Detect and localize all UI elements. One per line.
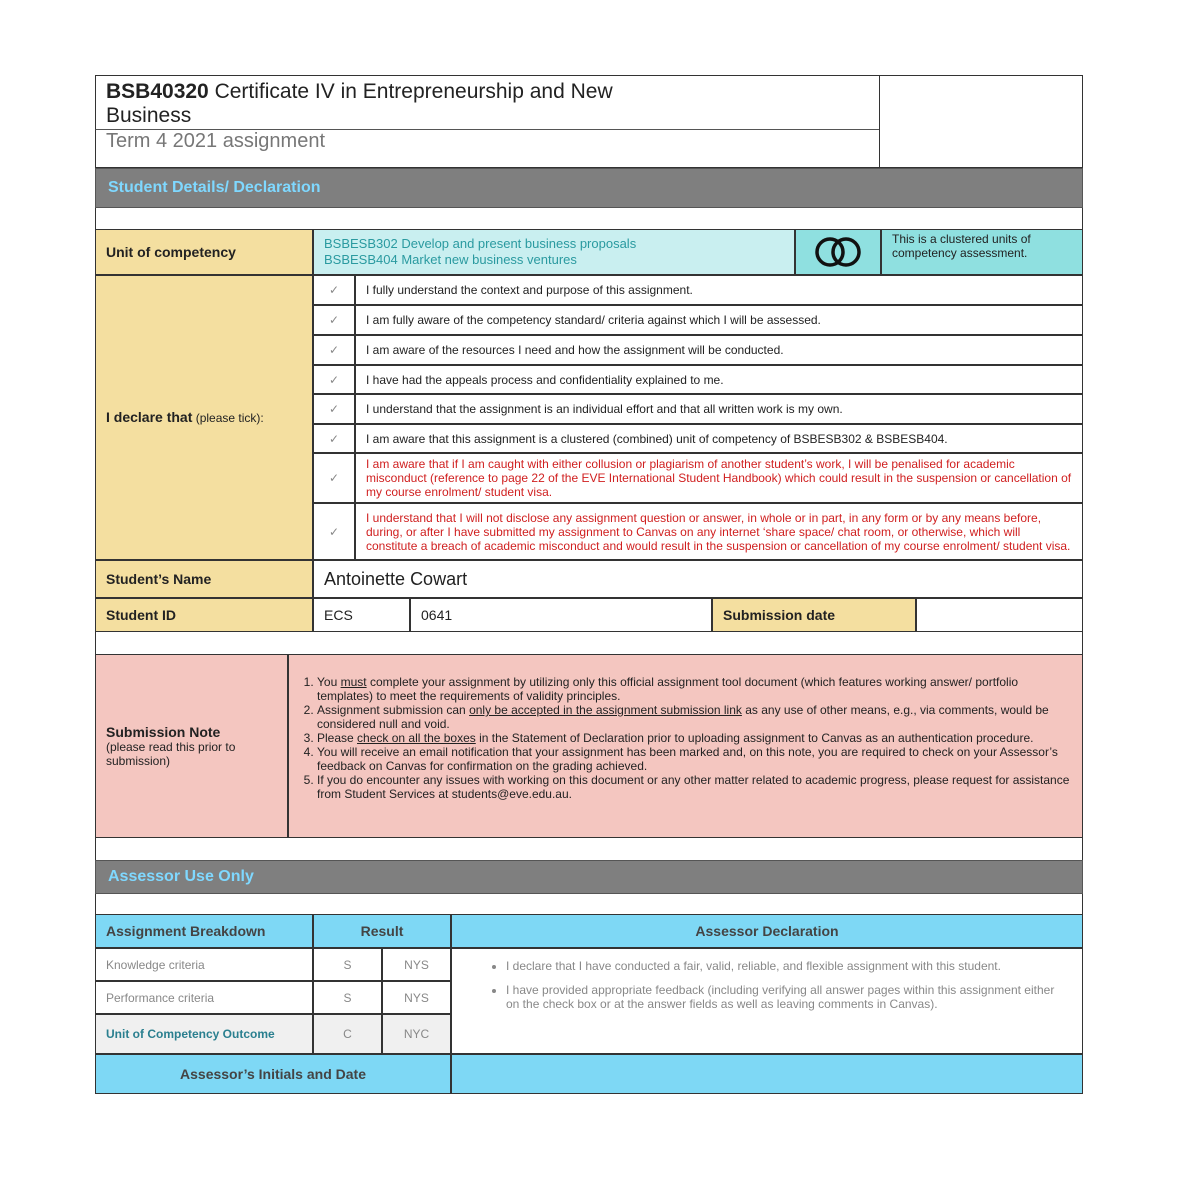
course-title: Certificate IV in Entrepreneurship and New bbox=[208, 80, 613, 103]
student-details-header bbox=[95, 168, 1083, 208]
submission-date-label bbox=[712, 598, 916, 632]
assessor-title: Assessor Use Only bbox=[108, 868, 254, 885]
result-not-yet[interactable]: NYC bbox=[382, 1014, 451, 1054]
spacer bbox=[95, 208, 1083, 230]
declaration-item: I am fully aware of the competency standard/ criteria against which I will be assessed. bbox=[355, 305, 1083, 335]
note-text: If you do encounter any issues with working on this document or any other matter related to academic progress, please request for assistance from Student Services at students@eve.edu.au. bbox=[317, 773, 1070, 801]
submission-note-item bbox=[317, 773, 1072, 801]
result-satisfactory[interactable]: S bbox=[313, 981, 382, 1014]
declaration-item: I have had the appeals process and confidentiality explained to me. bbox=[355, 365, 1083, 394]
tick-checkbox[interactable]: ✓ bbox=[313, 365, 355, 394]
note-text: You will receive an email notification that your assignment has been marked and, on this note, you are required to check on your Assessor’s feedback on Canvas for confirmation on the grading achieved. bbox=[317, 745, 1058, 773]
note-text: Please bbox=[317, 731, 358, 745]
submission-date-field[interactable] bbox=[916, 598, 1083, 632]
note-emphasis: must bbox=[340, 675, 367, 689]
result-not-yet[interactable]: NYS bbox=[382, 981, 451, 1014]
declaration-item: I am aware that if I am caught with either collusion or plagiarism of another student’s work, I will be penalised for academic misconduct (reference to page 22 of the EVE International Student Handbook) which could result in the suspension or cancellation of my course enrolment/ student visa. bbox=[355, 453, 1083, 503]
note-text: in the Statement of Declaration prior to uploading assignment to Canvas as an authentication procedure. bbox=[475, 731, 1034, 745]
submission-note-subtitle: (please read this prior to submission) bbox=[106, 740, 236, 768]
unit-label-text: Unit of competency bbox=[106, 244, 236, 260]
initials-label: Assessor’s Initials and Date bbox=[95, 1054, 451, 1094]
student-name-label-text: Student’s Name bbox=[106, 571, 212, 587]
student-name-field[interactable]: Antoinette Cowart bbox=[313, 560, 1083, 598]
tick-checkbox[interactable]: ✓ bbox=[313, 394, 355, 424]
result-not-yet[interactable]: NYS bbox=[382, 948, 451, 981]
tick-checkbox[interactable]: ✓ bbox=[313, 503, 355, 560]
declaration-item: I fully understand the context and purpose of this assignment. bbox=[355, 275, 1083, 305]
breakdown-row-label: Performance criteria bbox=[95, 981, 313, 1014]
rings-svg bbox=[808, 236, 868, 268]
declare-label bbox=[95, 275, 313, 560]
tick-checkbox[interactable]: ✓ bbox=[313, 424, 355, 453]
unit-line-2: BSBESB404 Market new business ventures bbox=[324, 252, 577, 267]
tick-checkbox[interactable]: ✓ bbox=[313, 453, 355, 503]
assessor-header bbox=[95, 860, 1083, 894]
submission-date-label-text: Submission date bbox=[723, 607, 836, 623]
result-header: Result bbox=[313, 914, 451, 948]
student-details-title: Student Details/ Declaration bbox=[108, 179, 321, 196]
assessor-declarations bbox=[451, 948, 1083, 1054]
declaration-item: I understand that the assignment is an individual effort and that all written work is my own. bbox=[355, 394, 1083, 424]
tick-checkbox[interactable]: ✓ bbox=[313, 275, 355, 305]
note-text: Assignment submission can bbox=[317, 703, 470, 717]
note-text: You bbox=[317, 675, 341, 689]
spacer bbox=[95, 632, 1083, 654]
declaration-item: I understand that I will not disclose any assignment question or answer, in whole or in part, in any form or by any means before, during, or after I have submitted my assignment to Canvas on any internet ‘share space/ chat room, or otherwise, which will constitute a breach of academic misconduct and would result in the suspension or cancellation of my course enrolment/ student visa. bbox=[355, 503, 1083, 560]
breakdown-header: Assignment Breakdown bbox=[95, 914, 313, 948]
student-id-label bbox=[95, 598, 313, 632]
note-text: complete your assignment by utilizing only this official assignment tool document (which features working answer/ portfolio templates) to meet the requirements of validity principles. bbox=[317, 675, 1019, 703]
spacer bbox=[95, 838, 1083, 860]
student-id-prefix[interactable]: ECS bbox=[313, 598, 410, 632]
unit-codes bbox=[313, 229, 795, 275]
result-satisfactory[interactable]: S bbox=[313, 948, 382, 981]
student-id-number[interactable]: 0641 bbox=[410, 598, 712, 632]
assessor-declaration-item: • I declare that I have conducted a fair, valid, reliable, and flexible assignment with this student. bbox=[506, 959, 1068, 973]
cluster-note: This is a clustered units of competency assessment. bbox=[881, 229, 1083, 275]
breakdown-row-label: Unit of Competency Outcome bbox=[95, 1014, 313, 1054]
tick-checkbox[interactable]: ✓ bbox=[313, 335, 355, 365]
declaration-item: I am aware of the resources I need and how the assignment will be conducted. bbox=[355, 335, 1083, 365]
spacer bbox=[95, 894, 1083, 914]
term-label: Term 4 2021 assignment bbox=[95, 130, 880, 168]
declare-label-bold: I declare that bbox=[106, 409, 193, 425]
submission-note-body bbox=[288, 654, 1083, 838]
unit-line-1: BSBESB302 Develop and present business proposals bbox=[324, 236, 637, 251]
submission-note-item bbox=[317, 745, 1072, 773]
note-text: as any use of other means, e.g., via comments, would be considered null and void. bbox=[317, 703, 1049, 731]
submission-note-item bbox=[317, 675, 1072, 703]
breakdown-row-label: Knowledge criteria bbox=[95, 948, 313, 981]
submission-note-label bbox=[95, 654, 288, 838]
unit-label bbox=[95, 229, 313, 275]
submission-note-title: Submission Note bbox=[106, 724, 221, 740]
submission-note-item bbox=[317, 731, 1072, 745]
declaration-header: Assessor Declaration bbox=[451, 914, 1083, 948]
student-name-label bbox=[95, 560, 313, 598]
document-title bbox=[95, 75, 880, 130]
interlinked-rings-icon bbox=[795, 229, 881, 275]
header-logo-box bbox=[879, 75, 1083, 168]
student-id-label-text: Student ID bbox=[106, 607, 176, 623]
assessor-declaration-item: • I have provided appropriate feedback (including verifying all answer pages within this assignment either on the check box or at the answer fields as well as leaving comments in Canvas). bbox=[506, 983, 1068, 1011]
note-emphasis: only be accepted in the assignment submission link bbox=[469, 703, 742, 717]
result-satisfactory[interactable]: C bbox=[313, 1014, 382, 1054]
tick-checkbox[interactable]: ✓ bbox=[313, 305, 355, 335]
assessor-declaration-list bbox=[472, 959, 1068, 1011]
submission-note-item bbox=[317, 703, 1072, 731]
declaration-item: I am aware that this assignment is a clustered (combined) unit of competency of BSBESB302 & BSBESB404. bbox=[355, 424, 1083, 453]
submission-note-list bbox=[289, 675, 1072, 801]
note-emphasis: check on all the boxes bbox=[357, 731, 476, 745]
initials-field[interactable] bbox=[451, 1054, 1083, 1094]
course-title-line2: Business bbox=[106, 104, 192, 127]
declare-label-rest: (please tick): bbox=[192, 411, 264, 425]
course-code: BSB40320 bbox=[106, 80, 209, 103]
